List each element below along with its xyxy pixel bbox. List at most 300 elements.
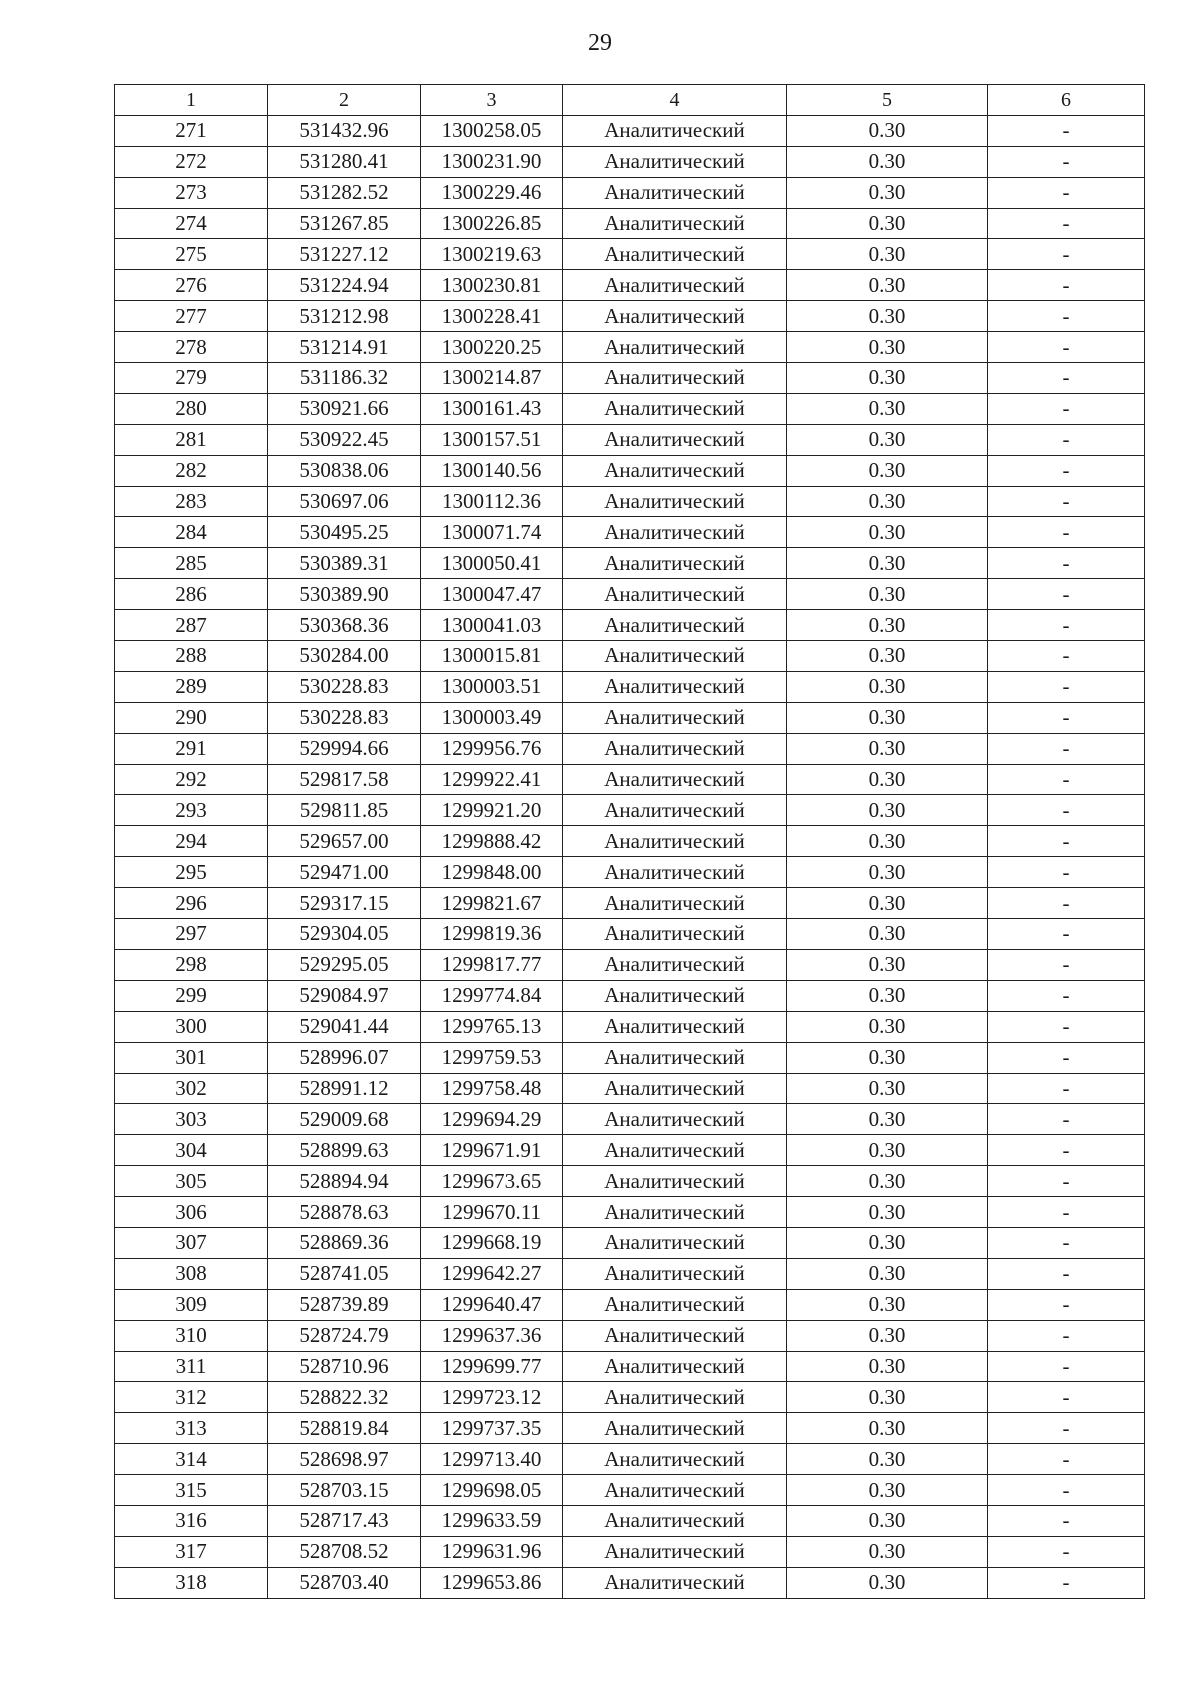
accuracy-cell: 0.30	[787, 949, 988, 980]
method-cell: Аналитический	[563, 1197, 787, 1228]
y-coordinate-cell: 1300161.43	[421, 393, 563, 424]
y-coordinate-cell: 1299637.36	[421, 1320, 563, 1351]
note-cell: -	[988, 795, 1145, 826]
accuracy-cell: 0.30	[787, 1382, 988, 1413]
accuracy-cell: 0.30	[787, 980, 988, 1011]
method-cell: Аналитический	[563, 1227, 787, 1258]
table-row	[115, 1289, 1145, 1320]
y-coordinate-cell: 1300258.05	[421, 115, 563, 146]
column-header-6: 6	[988, 85, 1145, 116]
note-cell: -	[988, 1258, 1145, 1289]
table-row	[115, 1227, 1145, 1258]
y-coordinate-cell: 1299922.41	[421, 764, 563, 795]
y-coordinate-cell: 1300214.87	[421, 363, 563, 394]
table-row	[115, 1475, 1145, 1506]
y-coordinate-cell: 1299821.67	[421, 888, 563, 919]
x-coordinate-cell: 528894.94	[268, 1166, 421, 1197]
table-row	[115, 579, 1145, 610]
column-header-5: 5	[787, 85, 988, 116]
table-row	[115, 1258, 1145, 1289]
y-coordinate-cell: 1299668.19	[421, 1227, 563, 1258]
table-header	[115, 85, 1145, 116]
note-cell: -	[988, 1166, 1145, 1197]
x-coordinate-cell: 528708.52	[268, 1536, 421, 1567]
note-cell: -	[988, 610, 1145, 641]
method-cell: Аналитический	[563, 1505, 787, 1536]
table-row	[115, 208, 1145, 239]
y-coordinate-cell: 1300047.47	[421, 579, 563, 610]
x-coordinate-cell: 528996.07	[268, 1042, 421, 1073]
column-header-4: 4	[563, 85, 787, 116]
x-coordinate-cell: 531267.85	[268, 208, 421, 239]
note-cell: -	[988, 517, 1145, 548]
x-coordinate-cell: 528698.97	[268, 1444, 421, 1475]
accuracy-cell: 0.30	[787, 239, 988, 270]
method-cell: Аналитический	[563, 857, 787, 888]
table-row	[115, 363, 1145, 394]
point-number-cell: 287	[115, 610, 268, 641]
note-cell: -	[988, 764, 1145, 795]
x-coordinate-cell: 528822.32	[268, 1382, 421, 1413]
accuracy-cell: 0.30	[787, 301, 988, 332]
accuracy-cell: 0.30	[787, 579, 988, 610]
x-coordinate-cell: 529471.00	[268, 857, 421, 888]
accuracy-cell: 0.30	[787, 115, 988, 146]
method-cell: Аналитический	[563, 424, 787, 455]
table-row	[115, 857, 1145, 888]
accuracy-cell: 0.30	[787, 1135, 988, 1166]
table-row	[115, 1320, 1145, 1351]
note-cell: -	[988, 1289, 1145, 1320]
method-cell: Аналитический	[563, 1567, 787, 1598]
x-coordinate-cell: 528869.36	[268, 1227, 421, 1258]
table-row	[115, 239, 1145, 270]
accuracy-cell: 0.30	[787, 1320, 988, 1351]
point-number-cell: 278	[115, 332, 268, 363]
method-cell: Аналитический	[563, 1011, 787, 1042]
method-cell: Аналитический	[563, 1073, 787, 1104]
point-number-cell: 283	[115, 486, 268, 517]
y-coordinate-cell: 1300229.46	[421, 177, 563, 208]
x-coordinate-cell: 529811.85	[268, 795, 421, 826]
table-row	[115, 486, 1145, 517]
table-row	[115, 146, 1145, 177]
accuracy-cell: 0.30	[787, 455, 988, 486]
table-row	[115, 1197, 1145, 1228]
table-row	[115, 1042, 1145, 1073]
note-cell: -	[988, 393, 1145, 424]
x-coordinate-cell: 530922.45	[268, 424, 421, 455]
point-number-cell: 276	[115, 270, 268, 301]
accuracy-cell: 0.30	[787, 857, 988, 888]
note-cell: -	[988, 1227, 1145, 1258]
note-cell: -	[988, 548, 1145, 579]
y-coordinate-cell: 1300112.36	[421, 486, 563, 517]
accuracy-cell: 0.30	[787, 332, 988, 363]
method-cell: Аналитический	[563, 393, 787, 424]
method-cell: Аналитический	[563, 455, 787, 486]
method-cell: Аналитический	[563, 826, 787, 857]
y-coordinate-cell: 1300071.74	[421, 517, 563, 548]
x-coordinate-cell: 530228.83	[268, 702, 421, 733]
point-number-cell: 311	[115, 1351, 268, 1382]
accuracy-cell: 0.30	[787, 1351, 988, 1382]
y-coordinate-cell: 1299671.91	[421, 1135, 563, 1166]
accuracy-cell: 0.30	[787, 733, 988, 764]
note-cell: -	[988, 270, 1145, 301]
method-cell: Аналитический	[563, 177, 787, 208]
accuracy-cell: 0.30	[787, 1011, 988, 1042]
x-coordinate-cell: 530697.06	[268, 486, 421, 517]
note-cell: -	[988, 1135, 1145, 1166]
note-cell: -	[988, 301, 1145, 332]
accuracy-cell: 0.30	[787, 1258, 988, 1289]
table-row	[115, 1413, 1145, 1444]
x-coordinate-cell: 528710.96	[268, 1351, 421, 1382]
table-row	[115, 1351, 1145, 1382]
accuracy-cell: 0.30	[787, 826, 988, 857]
table-row	[115, 795, 1145, 826]
accuracy-cell: 0.30	[787, 270, 988, 301]
point-number-cell: 305	[115, 1166, 268, 1197]
x-coordinate-cell: 529084.97	[268, 980, 421, 1011]
point-number-cell: 293	[115, 795, 268, 826]
point-number-cell: 298	[115, 949, 268, 980]
x-coordinate-cell: 529304.05	[268, 919, 421, 950]
note-cell: -	[988, 1197, 1145, 1228]
y-coordinate-cell: 1299759.53	[421, 1042, 563, 1073]
column-header-2: 2	[268, 85, 421, 116]
note-cell: -	[988, 1011, 1145, 1042]
x-coordinate-cell: 531224.94	[268, 270, 421, 301]
y-coordinate-cell: 1299723.12	[421, 1382, 563, 1413]
note-cell: -	[988, 455, 1145, 486]
point-number-cell: 284	[115, 517, 268, 548]
column-header-1: 1	[115, 85, 268, 116]
y-coordinate-cell: 1299673.65	[421, 1166, 563, 1197]
method-cell: Аналитический	[563, 579, 787, 610]
accuracy-cell: 0.30	[787, 393, 988, 424]
point-number-cell: 316	[115, 1505, 268, 1536]
method-cell: Аналитический	[563, 1536, 787, 1567]
point-number-cell: 302	[115, 1073, 268, 1104]
accuracy-cell: 0.30	[787, 702, 988, 733]
table-row	[115, 1505, 1145, 1536]
x-coordinate-cell: 530921.66	[268, 393, 421, 424]
accuracy-cell: 0.30	[787, 610, 988, 641]
note-cell: -	[988, 424, 1145, 455]
y-coordinate-cell: 1300050.41	[421, 548, 563, 579]
x-coordinate-cell: 531432.96	[268, 115, 421, 146]
table-row	[115, 455, 1145, 486]
point-number-cell: 301	[115, 1042, 268, 1073]
method-cell: Аналитический	[563, 208, 787, 239]
point-number-cell: 313	[115, 1413, 268, 1444]
method-cell: Аналитический	[563, 517, 787, 548]
x-coordinate-cell: 529657.00	[268, 826, 421, 857]
accuracy-cell: 0.30	[787, 177, 988, 208]
accuracy-cell: 0.30	[787, 1227, 988, 1258]
table-row	[115, 1104, 1145, 1135]
method-cell: Аналитический	[563, 671, 787, 702]
y-coordinate-cell: 1299774.84	[421, 980, 563, 1011]
x-coordinate-cell: 529009.68	[268, 1104, 421, 1135]
x-coordinate-cell: 531186.32	[268, 363, 421, 394]
note-cell: -	[988, 949, 1145, 980]
note-cell: -	[988, 146, 1145, 177]
table-row	[115, 733, 1145, 764]
y-coordinate-cell: 1299642.27	[421, 1258, 563, 1289]
point-number-cell: 288	[115, 641, 268, 672]
y-coordinate-cell: 1300140.56	[421, 455, 563, 486]
y-coordinate-cell: 1299633.59	[421, 1505, 563, 1536]
accuracy-cell: 0.30	[787, 641, 988, 672]
table-row	[115, 1135, 1145, 1166]
note-cell: -	[988, 1382, 1145, 1413]
method-cell: Аналитический	[563, 733, 787, 764]
x-coordinate-cell: 529295.05	[268, 949, 421, 980]
method-cell: Аналитический	[563, 1351, 787, 1382]
note-cell: -	[988, 641, 1145, 672]
point-number-cell: 271	[115, 115, 268, 146]
method-cell: Аналитический	[563, 764, 787, 795]
method-cell: Аналитический	[563, 980, 787, 1011]
y-coordinate-cell: 1299848.00	[421, 857, 563, 888]
note-cell: -	[988, 1320, 1145, 1351]
x-coordinate-cell: 529041.44	[268, 1011, 421, 1042]
method-cell: Аналитический	[563, 1258, 787, 1289]
point-number-cell: 318	[115, 1567, 268, 1598]
table-row	[115, 702, 1145, 733]
table-row	[115, 671, 1145, 702]
note-cell: -	[988, 857, 1145, 888]
method-cell: Аналитический	[563, 795, 787, 826]
y-coordinate-cell: 1299694.29	[421, 1104, 563, 1135]
point-number-cell: 273	[115, 177, 268, 208]
x-coordinate-cell: 530495.25	[268, 517, 421, 548]
y-coordinate-cell: 1299698.05	[421, 1475, 563, 1506]
point-number-cell: 282	[115, 455, 268, 486]
note-cell: -	[988, 1073, 1145, 1104]
y-coordinate-cell: 1299640.47	[421, 1289, 563, 1320]
x-coordinate-cell: 528703.15	[268, 1475, 421, 1506]
method-cell: Аналитический	[563, 702, 787, 733]
y-coordinate-cell: 1300219.63	[421, 239, 563, 270]
method-cell: Аналитический	[563, 146, 787, 177]
method-cell: Аналитический	[563, 1104, 787, 1135]
x-coordinate-cell: 528739.89	[268, 1289, 421, 1320]
point-number-cell: 280	[115, 393, 268, 424]
x-coordinate-cell: 531212.98	[268, 301, 421, 332]
point-number-cell: 296	[115, 888, 268, 919]
note-cell: -	[988, 363, 1145, 394]
point-number-cell: 289	[115, 671, 268, 702]
point-number-cell: 281	[115, 424, 268, 455]
accuracy-cell: 0.30	[787, 1536, 988, 1567]
table-row	[115, 919, 1145, 950]
y-coordinate-cell: 1299737.35	[421, 1413, 563, 1444]
accuracy-cell: 0.30	[787, 548, 988, 579]
x-coordinate-cell: 529994.66	[268, 733, 421, 764]
method-cell: Аналитический	[563, 239, 787, 270]
note-cell: -	[988, 177, 1145, 208]
y-coordinate-cell: 1300231.90	[421, 146, 563, 177]
table-row	[115, 301, 1145, 332]
table-row	[115, 270, 1145, 301]
table-row	[115, 764, 1145, 795]
x-coordinate-cell: 528717.43	[268, 1505, 421, 1536]
y-coordinate-cell: 1299819.36	[421, 919, 563, 950]
accuracy-cell: 0.30	[787, 424, 988, 455]
point-number-cell: 310	[115, 1320, 268, 1351]
y-coordinate-cell: 1300226.85	[421, 208, 563, 239]
x-coordinate-cell: 528878.63	[268, 1197, 421, 1228]
y-coordinate-cell: 1300230.81	[421, 270, 563, 301]
y-coordinate-cell: 1300228.41	[421, 301, 563, 332]
y-coordinate-cell: 1300015.81	[421, 641, 563, 672]
table-row	[115, 1382, 1145, 1413]
y-coordinate-cell: 1299653.86	[421, 1567, 563, 1598]
x-coordinate-cell: 530368.36	[268, 610, 421, 641]
method-cell: Аналитический	[563, 301, 787, 332]
y-coordinate-cell: 1299921.20	[421, 795, 563, 826]
x-coordinate-cell: 528991.12	[268, 1073, 421, 1104]
table-row	[115, 610, 1145, 641]
method-cell: Аналитический	[563, 1289, 787, 1320]
accuracy-cell: 0.30	[787, 1042, 988, 1073]
y-coordinate-cell: 1299670.11	[421, 1197, 563, 1228]
point-number-cell: 306	[115, 1197, 268, 1228]
table-row	[115, 548, 1145, 579]
page-number: 29	[588, 30, 612, 56]
y-coordinate-cell: 1299758.48	[421, 1073, 563, 1104]
method-cell: Аналитический	[563, 1475, 787, 1506]
method-cell: Аналитический	[563, 1413, 787, 1444]
table-row	[115, 115, 1145, 146]
method-cell: Аналитический	[563, 610, 787, 641]
point-number-cell: 314	[115, 1444, 268, 1475]
method-cell: Аналитический	[563, 1382, 787, 1413]
table-row	[115, 393, 1145, 424]
note-cell: -	[988, 919, 1145, 950]
point-number-cell: 286	[115, 579, 268, 610]
accuracy-cell: 0.30	[787, 1104, 988, 1135]
point-number-cell: 309	[115, 1289, 268, 1320]
note-cell: -	[988, 579, 1145, 610]
method-cell: Аналитический	[563, 1135, 787, 1166]
accuracy-cell: 0.30	[787, 1073, 988, 1104]
note-cell: -	[988, 1475, 1145, 1506]
y-coordinate-cell: 1299956.76	[421, 733, 563, 764]
y-coordinate-cell: 1300003.51	[421, 671, 563, 702]
accuracy-cell: 0.30	[787, 486, 988, 517]
method-cell: Аналитический	[563, 363, 787, 394]
note-cell: -	[988, 733, 1145, 764]
x-coordinate-cell: 530389.31	[268, 548, 421, 579]
point-number-cell: 317	[115, 1536, 268, 1567]
x-coordinate-cell: 531227.12	[268, 239, 421, 270]
note-cell: -	[988, 980, 1145, 1011]
accuracy-cell: 0.30	[787, 1444, 988, 1475]
y-coordinate-cell: 1299888.42	[421, 826, 563, 857]
x-coordinate-cell: 530389.90	[268, 579, 421, 610]
point-number-cell: 300	[115, 1011, 268, 1042]
point-number-cell: 290	[115, 702, 268, 733]
point-number-cell: 315	[115, 1475, 268, 1506]
y-coordinate-cell: 1300041.03	[421, 610, 563, 641]
x-coordinate-cell: 528703.40	[268, 1567, 421, 1598]
table-row	[115, 980, 1145, 1011]
point-number-cell: 299	[115, 980, 268, 1011]
method-cell: Аналитический	[563, 1444, 787, 1475]
accuracy-cell: 0.30	[787, 1413, 988, 1444]
point-number-cell: 295	[115, 857, 268, 888]
table-row	[115, 1444, 1145, 1475]
note-cell: -	[988, 826, 1145, 857]
note-cell: -	[988, 1444, 1145, 1475]
accuracy-cell: 0.30	[787, 919, 988, 950]
x-coordinate-cell: 528741.05	[268, 1258, 421, 1289]
table-body	[115, 115, 1145, 1598]
accuracy-cell: 0.30	[787, 888, 988, 919]
x-coordinate-cell: 528899.63	[268, 1135, 421, 1166]
point-number-cell: 303	[115, 1104, 268, 1135]
note-cell: -	[988, 332, 1145, 363]
accuracy-cell: 0.30	[787, 1197, 988, 1228]
table-row	[115, 1073, 1145, 1104]
accuracy-cell: 0.30	[787, 208, 988, 239]
accuracy-cell: 0.30	[787, 1166, 988, 1197]
method-cell: Аналитический	[563, 1320, 787, 1351]
table-row	[115, 424, 1145, 455]
note-cell: -	[988, 702, 1145, 733]
accuracy-cell: 0.30	[787, 1289, 988, 1320]
point-number-cell: 304	[115, 1135, 268, 1166]
method-cell: Аналитический	[563, 486, 787, 517]
note-cell: -	[988, 208, 1145, 239]
method-cell: Аналитический	[563, 1042, 787, 1073]
x-coordinate-cell: 529317.15	[268, 888, 421, 919]
point-number-cell: 292	[115, 764, 268, 795]
y-coordinate-cell: 1300157.51	[421, 424, 563, 455]
table-row	[115, 1567, 1145, 1598]
method-cell: Аналитический	[563, 1166, 787, 1197]
x-coordinate-cell: 528819.84	[268, 1413, 421, 1444]
header-row	[115, 85, 1145, 116]
note-cell: -	[988, 1567, 1145, 1598]
point-number-cell: 294	[115, 826, 268, 857]
method-cell: Аналитический	[563, 270, 787, 301]
point-number-cell: 274	[115, 208, 268, 239]
method-cell: Аналитический	[563, 332, 787, 363]
x-coordinate-cell: 530228.83	[268, 671, 421, 702]
note-cell: -	[988, 486, 1145, 517]
point-number-cell: 279	[115, 363, 268, 394]
accuracy-cell: 0.30	[787, 1475, 988, 1506]
y-coordinate-cell: 1300003.49	[421, 702, 563, 733]
note-cell: -	[988, 115, 1145, 146]
note-cell: -	[988, 888, 1145, 919]
y-coordinate-cell: 1300220.25	[421, 332, 563, 363]
table-row	[115, 1011, 1145, 1042]
accuracy-cell: 0.30	[787, 1567, 988, 1598]
point-number-cell: 275	[115, 239, 268, 270]
point-number-cell: 297	[115, 919, 268, 950]
method-cell: Аналитический	[563, 888, 787, 919]
note-cell: -	[988, 1104, 1145, 1135]
note-cell: -	[988, 1505, 1145, 1536]
point-number-cell: 312	[115, 1382, 268, 1413]
